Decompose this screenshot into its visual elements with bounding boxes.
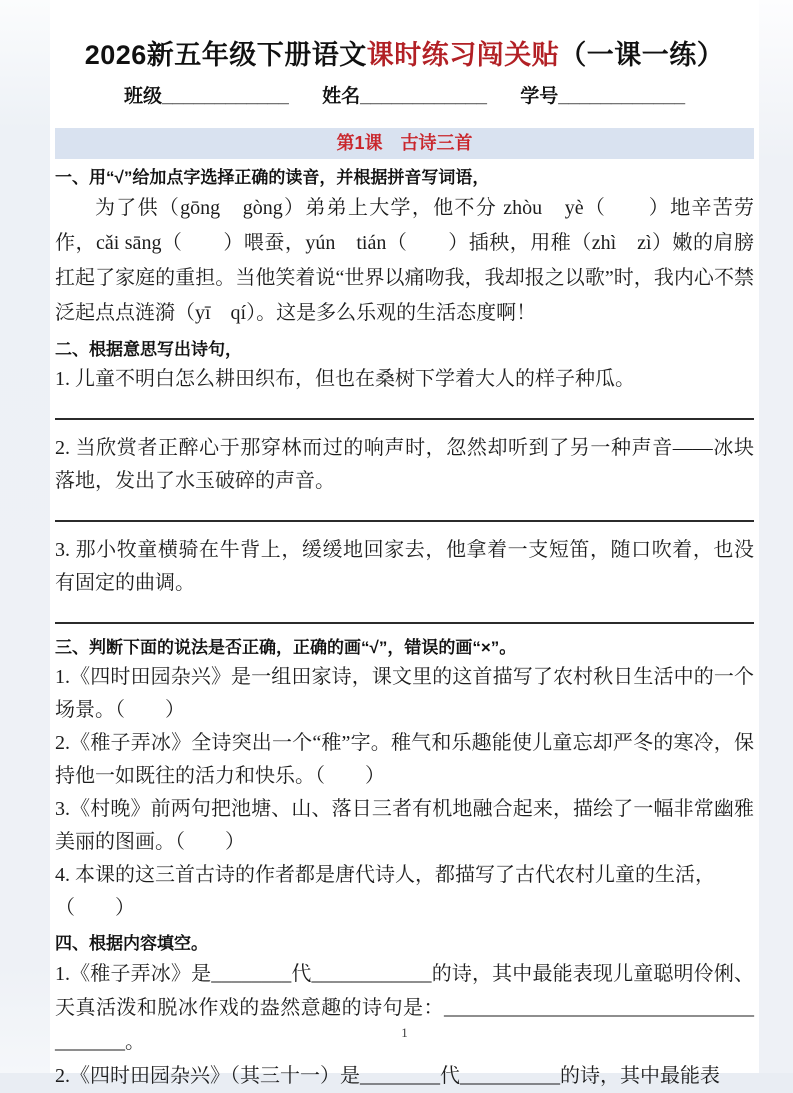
scan-gutter-left — [0, 0, 50, 1073]
id-field — [520, 86, 685, 107]
section-two-item-2: 2. 当欣赏者正醉心于那穿林而过的响声时，忽然却听到了另一种声音——冰块落地，发出了水玉破碎的声音。 — [55, 437, 754, 492]
section-two-item-3: 3. 那小牧童横骑在牛背上，缓缓地回家去，他拿着一支短笛，随口吹着，也没有固定的曲调。 — [55, 539, 754, 594]
section-one-heading: 一、用“√”给加点字选择正确的读音，并根据拼音写词语， — [55, 168, 490, 187]
document-title — [55, 38, 754, 72]
section-four-heading: 四、根据内容填空。 — [55, 934, 208, 953]
name-blank: ____________ — [360, 86, 487, 107]
id-label: 学号 — [520, 86, 559, 107]
page-number: 1 — [401, 1025, 408, 1040]
class-field — [124, 86, 289, 107]
section-three-heading: 三、判断下面的说法是否正确，正确的画“√”，错误的画“×”。 — [55, 638, 517, 657]
student-info-row — [55, 84, 754, 110]
scan-gutter-right — [759, 0, 793, 1073]
answer-line-2 — [55, 520, 754, 522]
lesson-banner: 第1课 古诗三首 — [55, 128, 754, 159]
section-three-item-1: 1.《四时田园杂兴》是一组田家诗，课文里的这首描写了农村秋日生活中的一个场景。（ ） — [55, 666, 754, 721]
section-one-paragraph: 为了供（gōng gòng）弟弟上大学，他不分 zhòu yè（ ）地辛苦劳作，cǎi sāng（ ）喂蚕，yún tián（ ）插秧，用稚（zhì zì）嫩的肩膀扛起了家庭的重担。当他笑着说“世界以痛吻我，我却报之以歌”时，我内心不禁泛起点点涟漪（yī qí）。这是多么乐观的生活态度啊！ — [55, 197, 754, 324]
section-three-item-4-bracket: （ ） — [55, 897, 135, 919]
name-label: 姓名 — [322, 86, 361, 107]
section-three-item-2: 2.《稚子弄冰》全诗突出一个“稚”字。稚气和乐趣能使儿童忘却严冬的寒冷，保持他一如既往的活力和快乐。（ ） — [55, 732, 754, 787]
id-blank: ____________ — [558, 86, 686, 107]
section-four-item-1: 1.《稚子弄冰》是________代____________的诗，其中最能表现儿童聪明伶俐、天真活泼和脱冰作戏的盎然意趣的诗句是：______________________________________。 — [55, 963, 754, 1053]
class-blank: ____________ — [161, 86, 289, 107]
section-four-item-2: 2.《四时田园杂兴》（其三十一）是________代__________的诗，其中最能表 — [55, 1065, 720, 1087]
name-field — [322, 86, 487, 107]
title-part-black-left: 2026新五年级下册语文 — [84, 40, 367, 70]
answer-line-3 — [55, 622, 754, 624]
title-part-black-right: （一课一练） — [559, 40, 725, 70]
class-label: 班级 — [123, 86, 162, 107]
section-two-heading: 二、根据意思写出诗句， — [55, 340, 242, 359]
worksheet-content — [50, 0, 759, 1087]
title-part-red: 课时练习闯关贴 — [366, 40, 560, 70]
answer-line-1 — [55, 418, 754, 420]
section-three-item-4: 4. 本课的这三首古诗的作者都是唐代诗人，都描写了古代农村儿童的生活， — [55, 864, 715, 886]
section-two-item-1: 1. 儿童不明白怎么耕田织布，但也在桑树下学着大人的样子种瓜。 — [55, 368, 635, 390]
section-three-item-3: 3.《村晚》前两句把池塘、山、落日三者有机地融合起来，描绘了一幅非常幽雅美丽的图画。（ ） — [55, 798, 754, 853]
